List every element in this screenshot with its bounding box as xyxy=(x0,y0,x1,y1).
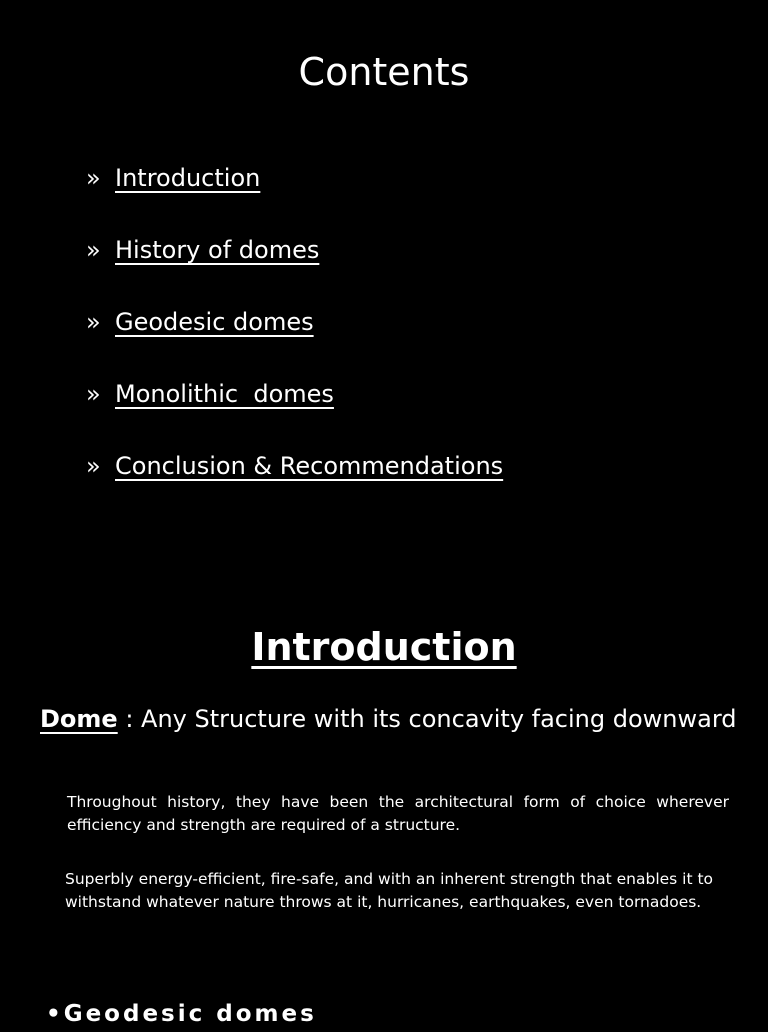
table-of-contents xyxy=(86,158,503,518)
definition-term: Dome xyxy=(40,705,118,733)
toc-bullet: » xyxy=(86,236,101,264)
toc-bullet: » xyxy=(86,308,101,336)
toc-link-conclusion-recommendations[interactable]: Conclusion & Recommendations xyxy=(115,452,504,480)
geodesic-domes-heading: •Geodesic domes xyxy=(46,1001,317,1027)
intro-paragraph-properties: Superbly energy-efficient, fire-safe, and with an inherent strength that enables it to withstand whatever nature throws at it, hurricanes, earthquakes, even tornadoes. xyxy=(65,870,714,911)
toc-link-introduction[interactable]: Introduction xyxy=(115,164,261,192)
definition-text: : Any Structure with its concavity facing downward xyxy=(117,705,737,733)
toc-item-introduction xyxy=(86,158,503,230)
toc-item-conclusion-recommendations xyxy=(86,446,503,518)
toc-link-history-of-domes[interactable]: History of domes xyxy=(115,236,320,264)
toc-item-monolithic-domes xyxy=(86,374,503,446)
toc-bullet: » xyxy=(86,380,101,408)
dome-definition xyxy=(40,700,750,738)
intro-paragraph-history: Throughout history, they have been the architectural form of choice wherever efficiency and strength are required of a structure. xyxy=(67,793,729,834)
toc-link-geodesic-domes[interactable]: Geodesic domes xyxy=(115,308,314,336)
toc-item-geodesic-domes xyxy=(86,302,503,374)
contents-title: Contents xyxy=(298,50,470,94)
toc-link-monolithic-domes[interactable]: Monolithic domes xyxy=(115,380,334,408)
toc-item-history-of-domes xyxy=(86,230,503,302)
toc-bullet: » xyxy=(86,164,101,192)
introduction-heading: Introduction xyxy=(251,625,517,669)
toc-bullet: » xyxy=(86,452,101,480)
